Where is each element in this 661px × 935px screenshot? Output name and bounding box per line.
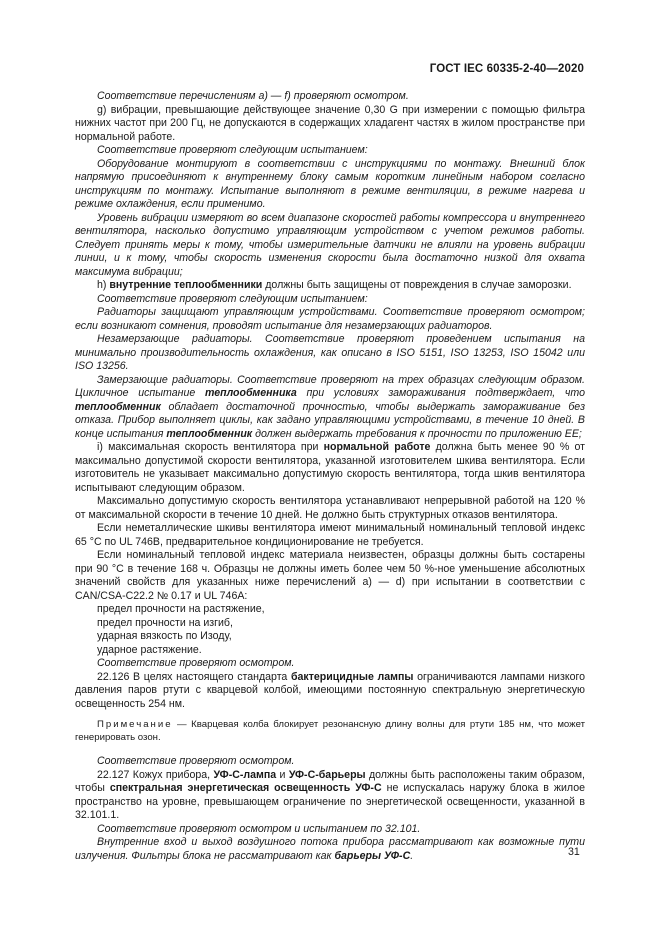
paragraph: h) внутренние теплообменники должны быть защищены от повреждения в случае заморозки. [97, 279, 572, 291]
paragraph: Соответствие проверяют осмотром. [97, 755, 295, 767]
paragraph: Внутренние вход и выход воздушного потока прибора рассматривают как возможные пути излучения. Фильтры блока не рассматривают как барьеры УФ-С. [75, 836, 585, 862]
paragraph: Соответствие проверяют осмотром. [97, 657, 295, 669]
paragraph: g) вибрации, превышающие действующее значение 0,30 G при измерении с помощью фильтра нижних частот при 200 Гц, не допускаются в содержащих хладагент частях в жилом пространстве при нормальной работе. [75, 103, 585, 143]
paragraph: 22.127 Кожух прибора, УФ-С-лампа и УФ-С-барьеры должны быть расположены таким образом, чтобы спектральная энергетическая освещенность УФ-С не испускалась наружу блока в жилое пространство на уровне, превышающем ограничение по энергетической освещенности, указанной в 32.101.1. [75, 768, 586, 821]
paragraph: Соответствие перечислениям а) — f) проверяют осмотром. [97, 90, 409, 102]
paragraph: 22.126 В целях настоящего стандарта бактерицидные лампы ограничиваются лампами низкого давления паров ртути с кварцевой колбой, имеющими постоянную спектральную энергетическую освещенность 254 нм. [75, 670, 585, 710]
list-item: предел прочности на изгиб, [97, 616, 233, 629]
note: Примечание — Кварцевая колба блокирует резонансную длину волны для ртути 185 нм, что может генерировать озон. [75, 719, 585, 743]
paragraph: Соответствие проверяют следующим испытанием: [97, 144, 368, 156]
list-item: ударное растяжение. [97, 643, 202, 656]
document-body [75, 90, 585, 863]
paragraph: Оборудование монтируют в соответствии с инструкциями по монтажу. Внешний блок напрямую присоединяют к внутреннему блоку самым коротким линейным набором согласно инструкциям по монтажу. Испытание выполняют в режиме вентиляции, в режиме нагрева и режиме охлаждения, если применимо. [75, 157, 585, 210]
paragraph: Максимально допустимую скорость вентилятора устанавливают непрерывной работой на 120 % от максимальной скорости в течение 10 дней. Не должно быть структурных отказов вентилятора. [75, 495, 585, 521]
paragraph: Незамерзающие радиаторы. Соответствие проверяют проведением испытания на минимально производительность охлаждения, как описано в ISO 5151, ISO 13253, ISO 15042 или ISO 13256. [75, 333, 585, 372]
paragraph: Замерзающие радиаторы. Соответствие проверяют на трех образцах следующим образом. Цикличное испытание теплообменника при условиях замораживания подтверждает, что теплообменник обладает достаточной прочностью, чтобы выдержать замораживание без отказа. Прибор выполняет циклы, как задано управляющими устройствами, в течение 10 дней. В конце испытания теплообменник должен выдержать требования к прочности по приложению ЕЕ; [75, 373, 585, 440]
page-number: 31 [568, 846, 580, 858]
paragraph: Если неметаллические шкивы вентилятора имеют минимальный номинальный тепловой индекс 65 °C по UL 746B, предварительное кондиционирование не требуется. [75, 522, 585, 548]
paragraph: Соответствие проверяют следующим испытанием: [97, 292, 368, 305]
list-item: предел прочности на растяжение, [97, 603, 265, 615]
document-id-header: ГОСТ IEC 60335-2-40—2020 [429, 63, 584, 75]
paragraph: Если номинальный тепловой индекс материала неизвестен, образцы должны быть состарены при 90 °C в течение 168 ч. Образцы не должны иметь более чем 50 %-ное уменьшение абсолютных значений свойств для указанных ниже перечислений а) — d) при испытании в соответствии с CAN/CSA-C22.2 № 0.17 и UL 746A: [75, 549, 585, 602]
list-item: ударная вязкость по Изоду, [97, 630, 232, 642]
paragraph: Уровень вибрации измеряют во всем диапазоне скоростей работы компрессора и внутреннего вентилятора, насколько допустимо управляющим устройством с учетом режимов работы. Следует принять меры к тому, чтобы измерительные датчики не влияли на уровень вибрации линии, и к тому, чтобы скорость изменения скорости была достаточно низкой для охвата максимума вибрации; [75, 211, 585, 278]
paragraph: i) максимальная скорость вентилятора при нормальной работе должна быть менее 90 % от максимально допустимой скорости вентилятора, указанной изготовителем шкива вентилятора. Если изготовитель не указывает максимально допустимую скорость вентилятора, тогда шкив вентилятора испытывают следующим образом. [75, 441, 585, 494]
paragraph: Соответствие проверяют осмотром и испытанием по 32.101. [97, 822, 421, 835]
paragraph: Радиаторы защищают управляющим устройствами. Соответствие проверяют осмотром; если возникают сомнения, проводят испытание для незамерзающих радиаторов. [75, 306, 585, 332]
